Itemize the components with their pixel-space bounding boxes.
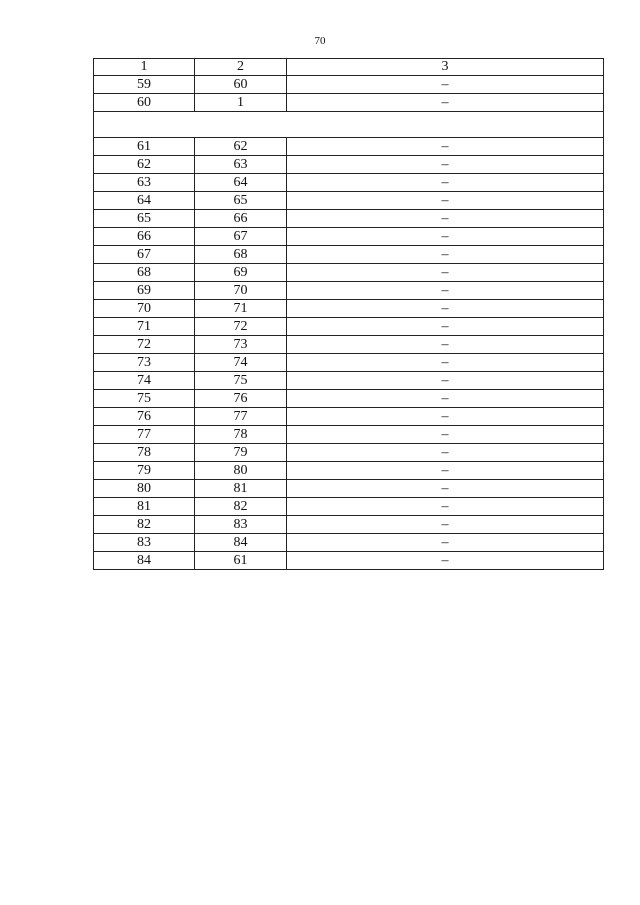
table-cell-col-1: 77 [94, 426, 195, 444]
table-cell-col-1: 60 [94, 94, 195, 112]
table-cell-col-3: – [287, 300, 604, 318]
table-cell-col-1: 69 [94, 282, 195, 300]
table-cell-col-1: 76 [94, 408, 195, 426]
table-cell-col-2: 82 [195, 498, 287, 516]
header-cell-1: 1 [94, 59, 195, 76]
table-cell-col-3: – [287, 372, 604, 390]
table-cell-col-2: 74 [195, 354, 287, 372]
table-cell-col-1: 68 [94, 264, 195, 282]
table-cell-col-1: 73 [94, 354, 195, 372]
table-row [94, 318, 604, 336]
table-row [94, 300, 604, 318]
table-cell-col-3: – [287, 282, 604, 300]
table-row [94, 282, 604, 300]
table-cell-col-3: – [287, 354, 604, 372]
table-cell-col-3: – [287, 462, 604, 480]
table-cell-col-2: 75 [195, 372, 287, 390]
table-row [94, 534, 604, 552]
table-row [94, 264, 604, 282]
table-row [94, 228, 604, 246]
table-row [94, 156, 604, 174]
table-cell-col-2: 73 [195, 336, 287, 354]
table-cell-col-1: 66 [94, 228, 195, 246]
table-cell-col-1: 70 [94, 300, 195, 318]
table-cell-col-2: 81 [195, 480, 287, 498]
table-cell-col-1: 61 [94, 138, 195, 156]
table-cell-col-2: 69 [195, 264, 287, 282]
table-cell-col-1: 63 [94, 174, 195, 192]
table-cell-col-3: – [287, 426, 604, 444]
table-cell-col-1: 81 [94, 498, 195, 516]
table-body [94, 59, 604, 570]
table-cell-col-3: – [287, 246, 604, 264]
table-row [94, 138, 604, 156]
table-cell-col-1: 74 [94, 372, 195, 390]
table-row [94, 426, 604, 444]
table-cell-col-3: – [287, 210, 604, 228]
table-cell-col-3: – [287, 174, 604, 192]
table-row [94, 408, 604, 426]
table-spacer-row [94, 112, 604, 138]
header-cell-3: 3 [287, 59, 604, 76]
table-cell-col-3: – [287, 534, 604, 552]
table-cell-col-2: 65 [195, 192, 287, 210]
table-row [94, 390, 604, 408]
table-cell-col-1: 83 [94, 534, 195, 552]
table-cell-col-1: 78 [94, 444, 195, 462]
table-cell-col-3: – [287, 336, 604, 354]
table-row [94, 552, 604, 570]
table-cell-col-3: – [287, 264, 604, 282]
table-cell-col-2: 84 [195, 534, 287, 552]
table-cell-col-3: – [287, 408, 604, 426]
table-cell-col-2: 67 [195, 228, 287, 246]
table-cell-col-3: – [287, 94, 604, 112]
table-row [94, 246, 604, 264]
table-cell-col-2: 61 [195, 552, 287, 570]
table-cell-col-2: 68 [195, 246, 287, 264]
table-row [94, 76, 604, 94]
table-row [94, 444, 604, 462]
page-number: 70 [314, 35, 326, 47]
table-cell-col-3: – [287, 192, 604, 210]
table-row [94, 94, 604, 112]
table-cell-col-3: – [287, 390, 604, 408]
table-cell-col-2: 72 [195, 318, 287, 336]
table-row [94, 174, 604, 192]
table-cell-col-2: 62 [195, 138, 287, 156]
table-cell-col-3: – [287, 444, 604, 462]
table-row [94, 462, 604, 480]
table-row [94, 354, 604, 372]
table-row [94, 192, 604, 210]
table-cell-col-1: 71 [94, 318, 195, 336]
table-cell-col-1: 64 [94, 192, 195, 210]
table-cell-col-3: – [287, 318, 604, 336]
table-cell-col-2: 70 [195, 282, 287, 300]
table-cell-col-3: – [287, 498, 604, 516]
table-row [94, 480, 604, 498]
table-cell-col-3: – [287, 76, 604, 94]
header-cell-2: 2 [195, 59, 287, 76]
table-cell-col-2: 79 [195, 444, 287, 462]
table-cell-col-2: 77 [195, 408, 287, 426]
table-cell-col-1: 79 [94, 462, 195, 480]
table-cell-col-3: – [287, 228, 604, 246]
table-cell-col-2: 80 [195, 462, 287, 480]
table-cell-col-1: 80 [94, 480, 195, 498]
table-cell-col-2: 76 [195, 390, 287, 408]
table-spacer-cell [94, 112, 604, 138]
table-cell-col-2: 66 [195, 210, 287, 228]
data-table [93, 58, 604, 570]
table-cell-col-3: – [287, 516, 604, 534]
table-row [94, 372, 604, 390]
table-cell-col-1: 65 [94, 210, 195, 228]
table-cell-col-1: 62 [94, 156, 195, 174]
table-cell-col-2: 1 [195, 94, 287, 112]
table-cell-col-3: – [287, 156, 604, 174]
table-cell-col-1: 75 [94, 390, 195, 408]
table-cell-col-2: 83 [195, 516, 287, 534]
table-row [94, 516, 604, 534]
table-cell-col-1: 72 [94, 336, 195, 354]
table-cell-col-2: 64 [195, 174, 287, 192]
table-cell-col-2: 63 [195, 156, 287, 174]
table-header-row [94, 59, 604, 76]
table-row [94, 336, 604, 354]
table-cell-col-1: 82 [94, 516, 195, 534]
table-cell-col-2: 60 [195, 76, 287, 94]
table-cell-col-1: 67 [94, 246, 195, 264]
table-cell-col-1: 59 [94, 76, 195, 94]
table-cell-col-2: 71 [195, 300, 287, 318]
table-cell-col-3: – [287, 138, 604, 156]
table-row [94, 498, 604, 516]
table-cell-col-1: 84 [94, 552, 195, 570]
table-row [94, 210, 604, 228]
table-cell-col-3: – [287, 552, 604, 570]
table-cell-col-2: 78 [195, 426, 287, 444]
table-cell-col-3: – [287, 480, 604, 498]
